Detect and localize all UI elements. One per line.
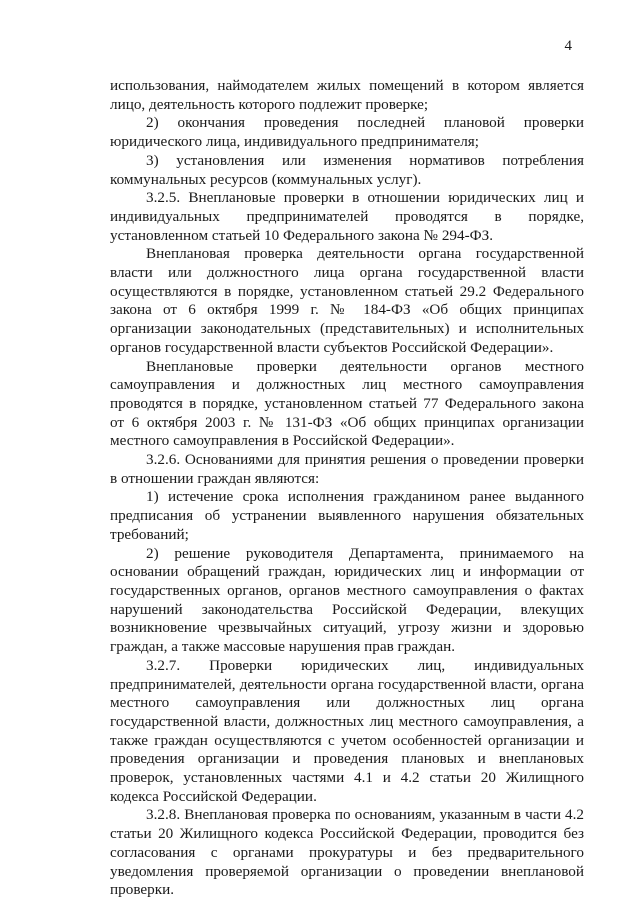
paragraph-item-1-order-expiry: 1) истечение срока исполнения гражданином ранее выданного предписания об устранении выявленного нарушения обязательных требований; <box>110 488 584 543</box>
paragraph-3-2-6: 3.2.6. Основаниями для принятия решения о проведении проверки в отношении граждан являются: <box>110 451 584 487</box>
paragraph-local-government-inspection: Внеплановые проверки деятельности органов местного самоуправления и должностных лиц местного самоуправления проводятся в порядке, установленном статьей 77 Федерального закона от 6 октября 2003 г. № 131-ФЗ «Об общих принципах организации местного самоуправления в Российской Федерации». <box>110 357 584 450</box>
paragraph-item-2-last-inspection: 2) окончания проведения последней плановой проверки юридического лица, индивидуального предпринимателя; <box>110 114 584 151</box>
paragraph-state-authority-inspection: Внеплановая проверка деятельности органа государственной власти или должностного лица органа государственной власти осуществляются в порядке, установленном статьей 29.2 Федерального закона от 6 октября 1999 г. № 184-ФЗ «Об общих принципах организации законодательных (представительных) и исполнительных органов государственной власти субъектов Российской Федерации». <box>110 245 584 356</box>
paragraph-continuation: использования, наймодателем жилых помещений в котором является лицо, деятельность которого подлежит проверке; <box>110 77 584 113</box>
paragraph-3-2-5: 3.2.5. Внеплановые проверки в отношении юридических лиц и индивидуальных предпринимателей проводятся в порядке, установленном статьей 10 Федерального закона № 294-ФЗ. <box>110 189 584 244</box>
page-number: 4 <box>564 38 572 54</box>
paragraph-3-2-7: 3.2.7. Проверки юридических лиц, индивидуальных предпринимателей, деятельности органа государственной власти, органа местного самоуправления или должностных лиц органа государственной власти, должностных лиц местного самоуправления, а также граждан осуществляются с учетом особенностей организации и проведения организации и проведения плановых и внеплановых проверок, установленных частями 4.1 и 4.2 статьи 20 Жилищного кодекса Российской Федерации. <box>110 656 584 805</box>
paragraph-3-2-8: 3.2.8. Внеплановая проверка по основаниям, указанным в части 4.2 статьи 20 Жилищного кодекса Российской Федерации, проводится без согласования с органами прокуратуры и без предварительного уведомления проверяемой организации о проведении внеплановой проверки. <box>110 806 584 899</box>
paragraph-item-3-utility-norms: 3) установления или изменения нормативов потребления коммунальных ресурсов (коммунальных услуг). <box>110 151 584 188</box>
paragraph-item-2-department-decision: 2) решение руководителя Департамента, принимаемого на основании обращений граждан, юридических лиц и информации от государственных органов, органов местного самоуправления о фактах нарушений законодательства Российской Федерации, влекущих возникновение чрезвычайных ситуаций, угрозу жизни и здоровью граждан, а также массовые нарушения прав граждан. <box>110 544 584 656</box>
document-body <box>110 77 584 900</box>
